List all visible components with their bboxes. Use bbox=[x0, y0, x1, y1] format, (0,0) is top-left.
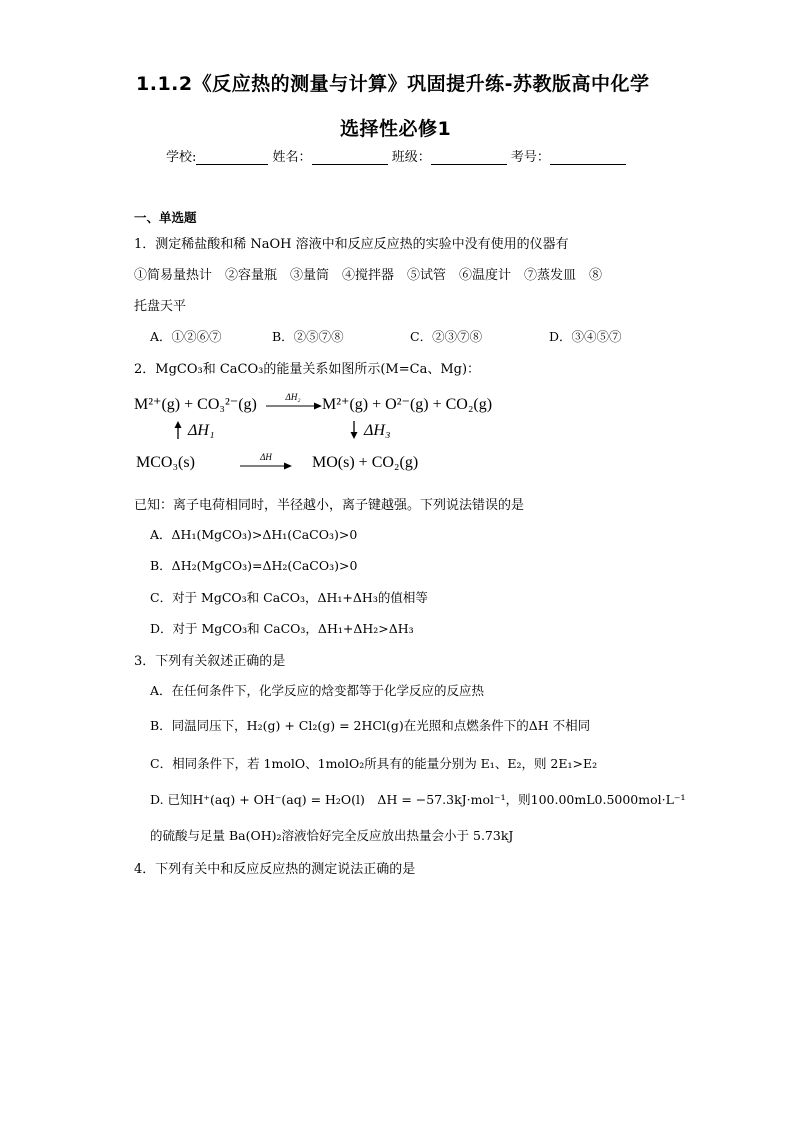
exam-number-label: 考号： bbox=[510, 150, 550, 165]
exam-number-field[interactable] bbox=[550, 150, 626, 165]
question-3-option-d[interactable]: D. 已知H⁺(aq) + OH⁻(aq) = H₂O(l) ΔH = −57.3kJ·mol⁻¹，则100.00mL0.5000mol·L⁻¹ bbox=[150, 792, 686, 807]
question-3-option-b[interactable]: B．同温同压下，H₂(g) + Cl₂(g) = 2HCl(g)在光照和点燃条件下的ΔH 不相同 bbox=[150, 718, 591, 733]
question-2-known: 已知：离子电荷相同时，半径越小，离子键越强。下列说法错误的是 bbox=[134, 498, 525, 513]
diagram-top-left-species: M²⁺(g) + CO₃²⁻(g) bbox=[134, 396, 257, 413]
question-4-stem: 4．下列有关中和反应反应热的测定说法正确的是 bbox=[134, 862, 416, 877]
diagram-top-arrow bbox=[264, 400, 324, 412]
question-3-option-c[interactable]: C．相同条件下，若 1molO、1molO₂所具有的能量分别为 E₁、E₂，则 2E₁>E₂ bbox=[150, 756, 598, 771]
question-1-stem: 1．测定稀盐酸和稀 NaOH 溶液中和反应反应热的实验中没有使用的仪器有 bbox=[134, 237, 569, 252]
question-2-option-b[interactable]: B．ΔH₂(MgCO₃)=ΔH₂(CaCO₃)>0 bbox=[150, 558, 358, 573]
question-1-option-a[interactable]: A．①②⑥⑦ bbox=[150, 329, 222, 344]
section-heading: 一、单选题 bbox=[134, 210, 197, 225]
diagram-top-right-species: M²⁺(g) + O²⁻(g) + CO₂(g) bbox=[322, 396, 493, 413]
diagram-up-arrow bbox=[172, 420, 184, 440]
diagram-dh3-label: ΔH₃ bbox=[364, 422, 391, 439]
question-3-option-a[interactable]: A．在任何条件下，化学反应的焓变都等于化学反应的反应热 bbox=[150, 683, 485, 698]
question-2-option-a[interactable]: A．ΔH₁(MgCO₃)>ΔH₁(CaCO₃)>0 bbox=[150, 527, 358, 542]
question-2-option-d[interactable]: D．对于 MgCO₃和 CaCO₃，ΔH₁+ΔH₂>ΔH₃ bbox=[150, 621, 414, 636]
diagram-bottom-right-species: MO(s) + CO₂(g) bbox=[312, 454, 419, 471]
diagram-bottom-left-species: MCO₃(s) bbox=[136, 454, 195, 471]
question-3-option-d-cont: 的硫酸与足量 Ba(OH)₂溶液恰好完全反应放出热量会小于 5.73kJ bbox=[150, 828, 514, 843]
question-1-items-cont: 托盘天平 bbox=[134, 299, 187, 314]
question-1-option-d[interactable]: D．③④⑤⑦ bbox=[549, 329, 622, 344]
diagram-bottom-arrow bbox=[238, 460, 294, 472]
question-1-option-b[interactable]: B．②⑤⑦⑧ bbox=[272, 329, 344, 344]
diagram-dh-label: ΔH bbox=[260, 452, 272, 462]
name-label: 姓名： bbox=[272, 150, 312, 165]
info-fields bbox=[166, 146, 626, 165]
school-field[interactable] bbox=[196, 150, 268, 165]
class-label: 班级： bbox=[391, 150, 431, 165]
diagram-down-arrow bbox=[348, 420, 360, 440]
question-1-option-c[interactable]: C．②③⑦⑧ bbox=[410, 329, 483, 344]
diagram-dh1-label: ΔH₁ bbox=[188, 422, 215, 439]
page-title: 1.1.2《反应热的测量与计算》巩固提升练-苏教版高中化学 bbox=[136, 73, 650, 95]
question-3-stem: 3．下列有关叙述正确的是 bbox=[134, 654, 286, 669]
name-field[interactable] bbox=[312, 150, 388, 165]
question-2-stem: 2．MgCO₃和 CaCO₃的能量关系如图所示(M=Ca、Mg)： bbox=[134, 362, 481, 377]
school-label: 学校: bbox=[166, 150, 197, 165]
energy-diagram bbox=[134, 388, 514, 480]
page-title-line2: 选择性必修1 bbox=[340, 118, 452, 140]
class-field[interactable] bbox=[431, 150, 507, 165]
question-2-option-c[interactable]: C．对于 MgCO₃和 CaCO₃，ΔH₁+ΔH₃的值相等 bbox=[150, 590, 428, 605]
diagram-dh2-label: ΔH₂ bbox=[285, 392, 301, 402]
question-1-items: ①简易量热计 ②容量瓶 ③量筒 ④搅拌器 ⑤试管 ⑥温度计 ⑦蒸发皿 ⑧ bbox=[134, 268, 603, 283]
